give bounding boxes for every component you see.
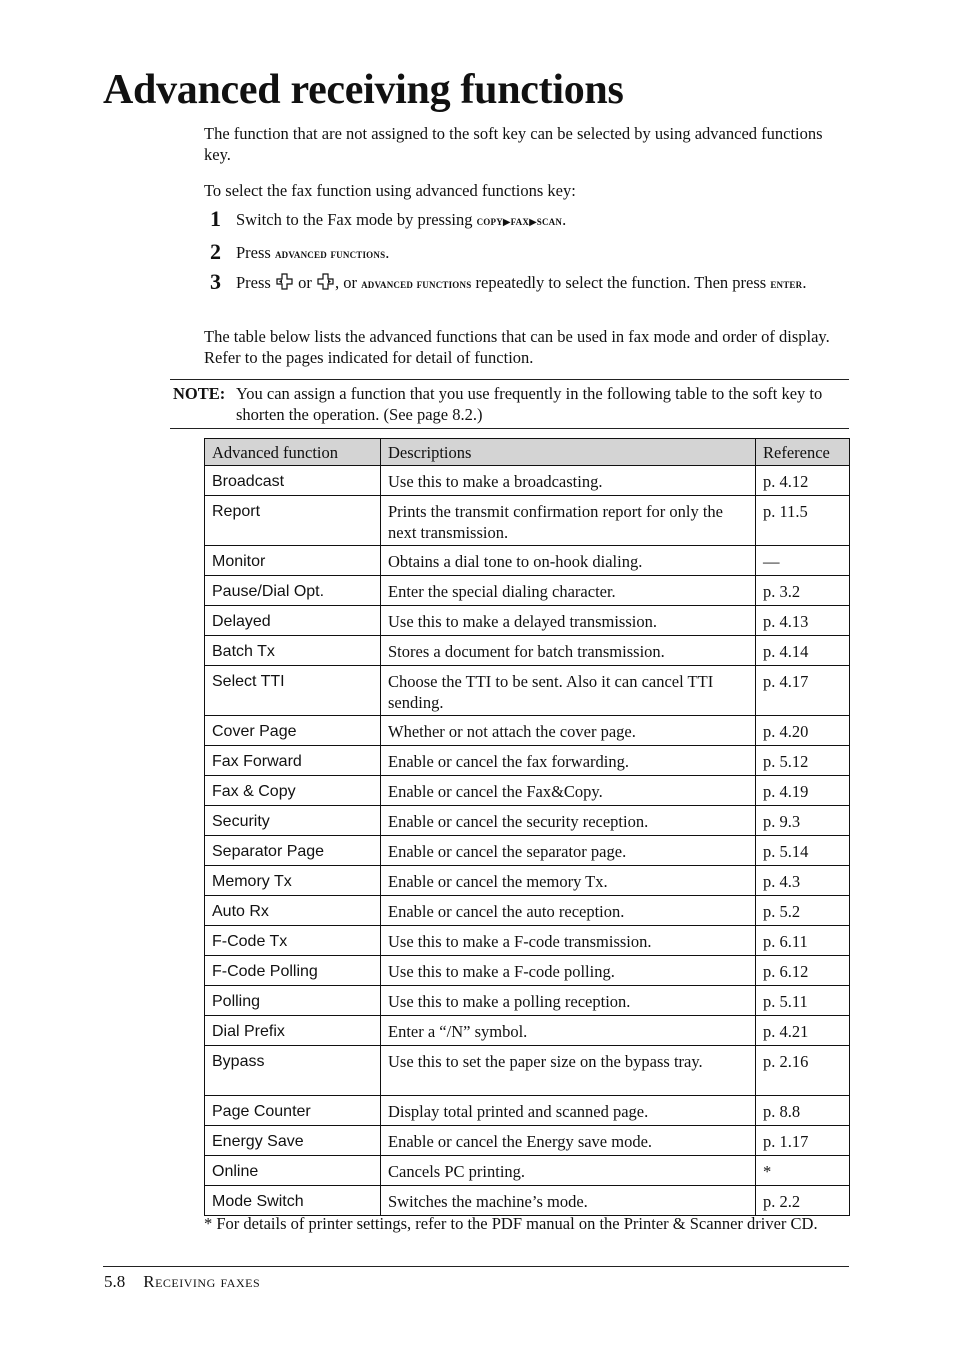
reference-cell: p. 4.14 [756,636,850,666]
table-row [205,956,850,986]
arrow-right-icon: ▶ [502,217,511,228]
table-row [205,1156,850,1186]
step-number: 2 [210,238,221,264]
description-cell: Whether or not attach the cover page. [381,716,756,746]
function-name-cell: Batch Tx [205,636,381,666]
reference-cell: p. 6.11 [756,926,850,956]
advanced-functions-key-label: advanced functions [361,276,472,292]
steps-list [204,206,844,305]
reference-cell: p. 4.17 [756,666,850,716]
intro-paragraph: The function that are not assigned to the soft key can be selected by using advanced functions key. [204,124,823,164]
description-cell: Choose the TTI to be sent. Also it can cancel TTI sending. [381,666,756,716]
function-name-cell: Security [205,806,381,836]
description-cell: Use this to set the paper size on the bypass tray. [381,1046,756,1096]
advanced-functions-key-label: advanced functions [274,245,386,261]
description-cell: Use this to make a broadcasting. [381,466,756,496]
step-end-punct: . [562,210,567,229]
table-row [205,1126,850,1156]
table-row [205,866,850,896]
step-text: , or [334,273,362,293]
advanced-functions-table [204,438,850,1216]
step-number: 3 [210,269,221,294]
column-header: Advanced function [205,439,381,466]
table-row [205,926,850,956]
reference-cell: p. 4.12 [756,466,850,496]
description-cell: Enable or cancel the security reception. [381,806,756,836]
reference-cell: p. 5.12 [756,746,850,776]
function-name-cell: Delayed [205,606,381,636]
function-name-cell: Dial Prefix [205,1016,381,1046]
description-cell: Use this to make a F-code polling. [381,956,756,986]
description-cell: Stores a document for batch transmission. [381,636,756,666]
description-cell: Enable or cancel the Fax&Copy. [381,776,756,806]
function-name-cell: Separator Page [205,836,381,866]
function-name-cell: Polling [205,986,381,1016]
description-cell: Use this to make a F-code transmission. [381,926,756,956]
description-cell: Switches the machine’s mode. [381,1186,756,1216]
function-name-cell: Page Counter [205,1096,381,1126]
function-name-cell: Pause/Dial Opt. [205,576,381,606]
page-title: Advanced receiving functions [103,67,624,113]
section-name: Receiving faxes [143,1272,261,1291]
reference-cell: p. 11.5 [756,496,850,546]
reference-cell: * [756,1156,850,1186]
description-cell: Enable or cancel the fax forwarding. [381,746,756,776]
column-header: Descriptions [381,439,756,466]
step-text: or [293,273,316,293]
description-cell: Enable or cancel the separator page. [381,836,756,866]
column-header: Reference [756,439,850,466]
reference-cell: p. 4.3 [756,866,850,896]
description-cell: Cancels PC printing. [381,1156,756,1186]
navigation-arrow-right-icon [317,273,334,296]
description-cell: Use this to make a polling reception. [381,986,756,1016]
function-name-cell: Fax Forward [205,746,381,776]
step-number: 1 [210,206,221,231]
description-cell: Enter a “/N” symbol. [381,1016,756,1046]
select-lead-paragraph: To select the fax function using advanced functions key: [204,181,576,200]
navigation-arrow-left-icon [276,273,293,296]
copy-key-label: copy [476,213,503,228]
step-1 [204,206,844,234]
step-end-punct: . [385,242,390,262]
description-cell: Enable or cancel the auto reception. [381,896,756,926]
reference-cell: p. 2.16 [756,1046,850,1096]
step-end-punct: . [802,273,807,293]
description-cell: Use this to make a delayed transmission. [381,606,756,636]
function-name-cell: Memory Tx [205,866,381,896]
table-row [205,776,850,806]
function-name-cell: Monitor [205,546,381,576]
scan-key-label: scan [536,213,563,228]
reference-cell: p. 4.19 [756,776,850,806]
function-name-cell: Cover Page [205,716,381,746]
reference-cell: p. 6.12 [756,956,850,986]
reference-cell: p. 9.3 [756,806,850,836]
note-text: You can assign a function that you use frequently in the following table to the soft key to shorten the operation. (See page 8.2.) [236,384,823,424]
table-row [205,716,850,746]
step-text: repeatedly to select the function. Then press [471,273,771,293]
reference-cell: p. 5.11 [756,986,850,1016]
reference-cell: — [756,546,850,576]
reference-cell: p. 5.2 [756,896,850,926]
enter-key-label: enter [770,276,803,292]
function-name-cell: Report [205,496,381,546]
function-name-cell: F-Code Polling [205,956,381,986]
function-name-cell: Bypass [205,1046,381,1096]
table-body [205,466,850,1216]
table-row [205,806,850,836]
step-text: Switch to the Fax mode by pressing [236,210,477,229]
reference-cell: p. 2.2 [756,1186,850,1216]
table-row [205,1096,850,1126]
table-row [205,636,850,666]
step-3 [204,269,844,296]
function-name-cell: Select TTI [205,666,381,716]
function-name-cell: Mode Switch [205,1186,381,1216]
table-row [205,836,850,866]
table-row [205,546,850,576]
description-cell: Obtains a dial tone to on-hook dialing. [381,546,756,576]
page-footer [104,1272,260,1292]
reference-cell: p. 1.17 [756,1126,850,1156]
table-row [205,896,850,926]
table-header-row [205,439,850,466]
function-name-cell: Online [205,1156,381,1186]
function-name-cell: Fax & Copy [205,776,381,806]
reference-cell: p. 3.2 [756,576,850,606]
table-row [205,986,850,1016]
table-row [205,666,850,716]
footer-divider [103,1266,849,1267]
fax-key-label: fax [510,213,530,228]
function-name-cell: Auto Rx [205,896,381,926]
note-box [170,379,849,429]
description-cell: Enable or cancel the Energy save mode. [381,1126,756,1156]
footnote: * For details of printer settings, refer to the PDF manual on the Printer & Scanner driver CD. [204,1214,818,1233]
reference-cell: p. 5.14 [756,836,850,866]
description-cell: Enable or cancel the memory Tx. [381,866,756,896]
function-name-cell: F-Code Tx [205,926,381,956]
step-text: Press [236,273,275,293]
reference-cell: p. 4.13 [756,606,850,636]
description-cell: Prints the transmit confirmation report for only the next transmission. [381,496,756,546]
page-number: 5.8 [104,1272,126,1291]
reference-cell: p. 4.21 [756,1016,850,1046]
table-row [205,466,850,496]
arrow-right-icon: ▶ [529,217,537,228]
table-row [205,1016,850,1046]
function-name-cell: Broadcast [205,466,381,496]
description-cell: Display total printed and scanned page. [381,1096,756,1126]
table-row [205,1046,850,1096]
reference-cell: p. 8.8 [756,1096,850,1126]
reference-cell: p. 4.20 [756,716,850,746]
table-row [205,746,850,776]
function-name-cell: Energy Save [205,1126,381,1156]
table-row [205,576,850,606]
step-text: Press [236,242,275,262]
table-row [205,606,850,636]
table-row [205,1186,850,1216]
table-intro-paragraph: The table below lists the advanced functions that can be used in fax mode and order of display. Refer to the pages indicated for detail of function. [204,327,830,367]
table-row [205,496,850,546]
step-2 [204,238,844,265]
note-label: NOTE: [173,384,226,403]
description-cell: Enter the special dialing character. [381,576,756,606]
